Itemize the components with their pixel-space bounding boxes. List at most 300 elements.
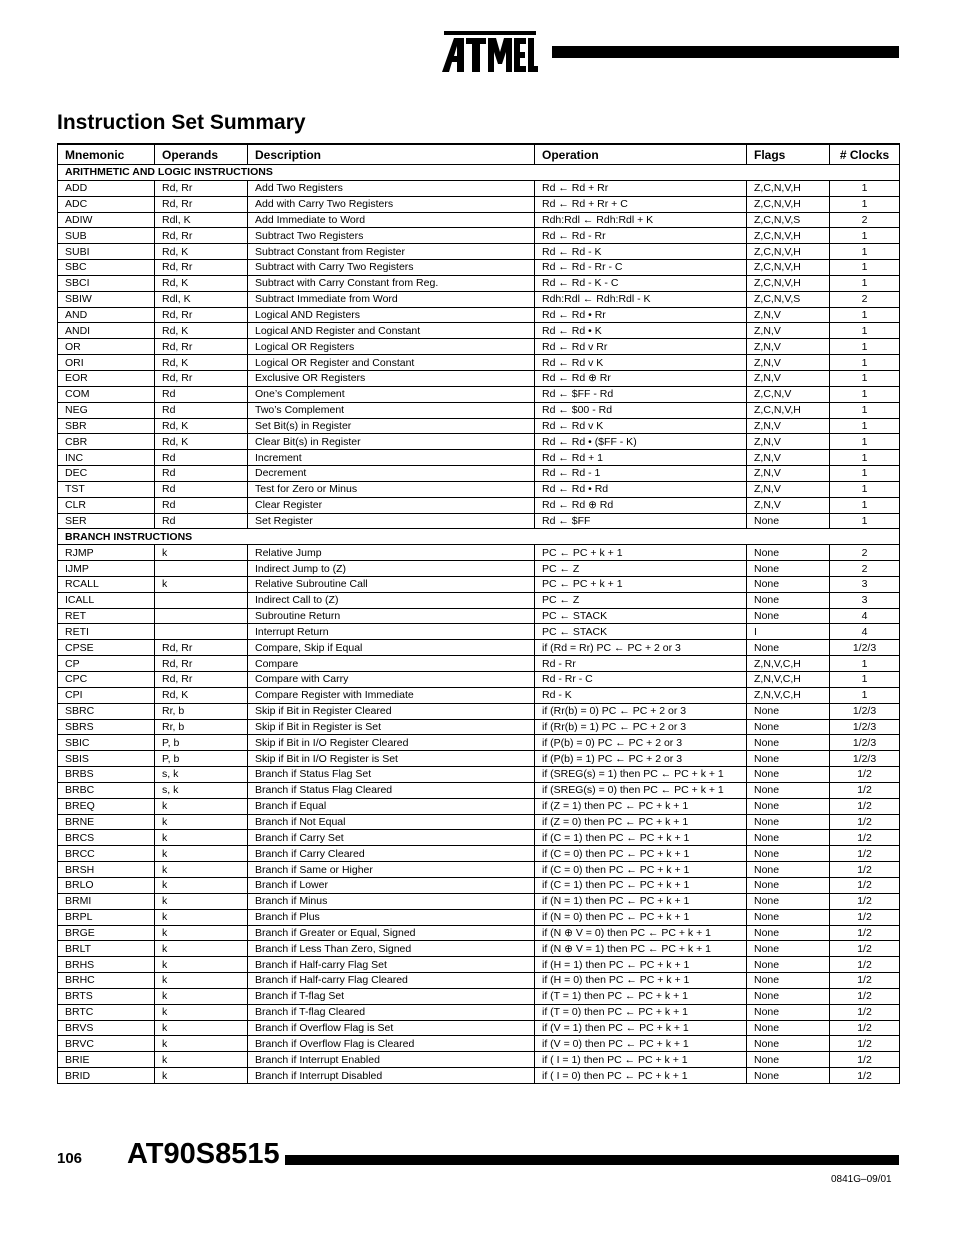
operation-cell: if (Z = 0) then PC ← PC + k + 1 [535,814,747,830]
table-row [58,846,900,862]
operands-cell: Rd, Rr [155,339,248,355]
flags-cell: None [747,909,830,925]
mnemonic-cell: BREQ [58,798,155,814]
clocks-cell: 1 [830,402,900,418]
flags-cell: Z,N,V [747,450,830,466]
clocks-cell: 1/2/3 [830,735,900,751]
operation-cell: PC ← PC + k + 1 [535,576,747,592]
description-cell: Subtract with Carry Constant from Reg. [248,275,535,291]
mnemonic-cell: ADD [58,180,155,196]
clocks-cell: 1 [830,466,900,482]
flags-cell: None [747,767,830,783]
flags-cell: None [747,751,830,767]
description-cell: Subtract with Carry Two Registers [248,260,535,276]
mnemonic-cell: CBR [58,434,155,450]
flags-cell: Z,N,V [747,355,830,371]
mnemonic-cell: BRCS [58,830,155,846]
document-code: 0841G–09/01 [831,1174,892,1185]
description-cell: Branch if Not Equal [248,814,535,830]
description-cell: One’s Complement [248,386,535,402]
col-clocks: # Clocks [830,144,900,165]
description-cell: Branch if Status Flag Cleared [248,782,535,798]
operation-cell: if (H = 0) then PC ← PC + k + 1 [535,973,747,989]
clocks-cell: 1/2/3 [830,703,900,719]
mnemonic-cell: BRVC [58,1036,155,1052]
table-row [58,941,900,957]
description-cell: Logical OR Register and Constant [248,355,535,371]
mnemonic-cell: ANDI [58,323,155,339]
table-row [58,656,900,672]
description-cell: Branch if Carry Cleared [248,846,535,862]
description-cell: Two’s Complement [248,402,535,418]
table-row [58,307,900,323]
description-cell: Indirect Call to (Z) [248,592,535,608]
mnemonic-cell: BRID [58,1068,155,1084]
table-row [58,402,900,418]
table-row [58,275,900,291]
description-cell: Indirect Jump to (Z) [248,561,535,577]
flags-cell: Z,N,V [747,370,830,386]
col-mnemonic: Mnemonic [58,144,155,165]
operands-cell: Rd, Rr [155,260,248,276]
operands-cell: k [155,862,248,878]
clocks-cell: 1 [830,513,900,529]
table-row [58,893,900,909]
operands-cell: Rd, K [155,275,248,291]
clocks-cell: 2 [830,291,900,307]
description-cell: Branch if Less Than Zero, Signed [248,941,535,957]
operation-cell: Rd ← Rd v Rr [535,339,747,355]
operation-cell: Rd ← Rd ⊕ Rr [535,370,747,386]
description-cell: Set Bit(s) in Register [248,418,535,434]
description-cell: Logical AND Register and Constant [248,323,535,339]
section-header-row [58,529,900,545]
flags-cell: Z,N,V [747,466,830,482]
operation-cell: Rd ← $FF - Rd [535,386,747,402]
table-row [58,434,900,450]
operands-cell: Rd, K [155,418,248,434]
operands-cell: Rd [155,466,248,482]
description-cell: Branch if Half-carry Flag Cleared [248,973,535,989]
clocks-cell: 1/2 [830,1036,900,1052]
operation-cell: PC ← STACK [535,608,747,624]
operands-cell: k [155,814,248,830]
operation-cell: Rd ← Rd - Rr - C [535,260,747,276]
operands-cell: k [155,798,248,814]
clocks-cell: 2 [830,212,900,228]
col-operation: Operation [535,144,747,165]
operation-cell: Rd ← Rd • K [535,323,747,339]
operands-cell: k [155,957,248,973]
description-cell: Skip if Bit in Register is Set [248,719,535,735]
table-row [58,323,900,339]
description-cell: Branch if Interrupt Enabled [248,1052,535,1068]
table-row [58,640,900,656]
flags-cell: Z,N,V [747,339,830,355]
table-row [58,497,900,513]
operands-cell: k [155,545,248,561]
flags-cell: None [747,957,830,973]
operation-cell: if ( I = 0) then PC ← PC + k + 1 [535,1068,747,1084]
flags-cell: None [747,814,830,830]
operands-cell: Rd, Rr [155,307,248,323]
clocks-cell: 1 [830,339,900,355]
mnemonic-cell: RJMP [58,545,155,561]
col-flags: Flags [747,144,830,165]
clocks-cell: 2 [830,545,900,561]
flags-cell: None [747,545,830,561]
clocks-cell: 1 [830,370,900,386]
operation-cell: if (P(b) = 1) PC ← PC + 2 or 3 [535,751,747,767]
description-cell: Branch if T-flag Set [248,988,535,1004]
flags-cell: None [747,846,830,862]
flags-cell: None [747,1052,830,1068]
table-row [58,1020,900,1036]
operands-cell: Rd, Rr [155,656,248,672]
mnemonic-cell: CPI [58,687,155,703]
operation-cell: if (V = 1) then PC ← PC + k + 1 [535,1020,747,1036]
clocks-cell: 1/2/3 [830,751,900,767]
page-number: 106 [57,1150,83,1167]
table-row [58,687,900,703]
mnemonic-cell: DEC [58,466,155,482]
operation-cell: if (SREG(s) = 0) then PC ← PC + k + 1 [535,782,747,798]
clocks-cell: 1 [830,386,900,402]
table-row [58,545,900,561]
table-row [58,1068,900,1084]
clocks-cell: 1 [830,323,900,339]
clocks-cell: 1/2 [830,988,900,1004]
flags-cell: Z,C,N,V,S [747,291,830,307]
clocks-cell: 1/2/3 [830,640,900,656]
operands-cell: Rd, Rr [155,640,248,656]
instruction-table [57,143,900,1084]
description-cell: Compare [248,656,535,672]
col-description: Description [248,144,535,165]
flags-cell: None [747,703,830,719]
mnemonic-cell: OR [58,339,155,355]
clocks-cell: 1 [830,418,900,434]
description-cell: Branch if Interrupt Disabled [248,1068,535,1084]
operands-cell: k [155,1068,248,1084]
operands-cell: Rd [155,513,248,529]
table-row [58,988,900,1004]
clocks-cell: 4 [830,608,900,624]
mnemonic-cell: BRTS [58,988,155,1004]
flags-cell: None [747,640,830,656]
description-cell: Branch if Greater or Equal, Signed [248,925,535,941]
flags-cell: Z,C,N,V [747,386,830,402]
operands-cell [155,624,248,640]
operands-cell: Rd, Rr [155,180,248,196]
flags-cell: None [747,1068,830,1084]
flags-cell: None [747,1036,830,1052]
table-row [58,735,900,751]
flags-cell: Z,C,N,V,H [747,228,830,244]
operands-cell: k [155,1036,248,1052]
table-row [58,196,900,212]
operands-cell: k [155,893,248,909]
operation-cell: Rdh:Rdl ← Rdh:Rdl - K [535,291,747,307]
operands-cell: Rdl, K [155,212,248,228]
operands-cell [155,561,248,577]
clocks-cell: 1/2 [830,1052,900,1068]
description-cell: Subtract Immediate from Word [248,291,535,307]
flags-cell: Z,N,V [747,481,830,497]
flags-cell: None [747,988,830,1004]
clocks-cell: 1 [830,481,900,497]
clocks-cell: 1 [830,434,900,450]
operation-cell: PC ← STACK [535,624,747,640]
operands-cell: Rd [155,386,248,402]
mnemonic-cell: CLR [58,497,155,513]
operation-cell: Rdh:Rdl ← Rdh:Rdl + K [535,212,747,228]
flags-cell: Z,N,V,C,H [747,672,830,688]
operands-cell: Rr, b [155,719,248,735]
table-row [58,877,900,893]
table-row [58,925,900,941]
description-cell: Add Immediate to Word [248,212,535,228]
clocks-cell: 2 [830,561,900,577]
table-row [58,1052,900,1068]
clocks-cell: 1/2 [830,925,900,941]
table-body [58,165,900,1084]
mnemonic-cell: RCALL [58,576,155,592]
mnemonic-cell: CPC [58,672,155,688]
operation-cell: if (C = 1) then PC ← PC + k + 1 [535,830,747,846]
flags-cell: None [747,735,830,751]
mnemonic-cell: BRMI [58,893,155,909]
flags-cell: Z,N,V,C,H [747,687,830,703]
table-row [58,973,900,989]
clocks-cell: 1 [830,355,900,371]
description-cell: Compare Register with Immediate [248,687,535,703]
mnemonic-cell: BRVS [58,1020,155,1036]
mnemonic-cell: COM [58,386,155,402]
flags-cell: Z,C,N,V,S [747,212,830,228]
clocks-cell: 3 [830,592,900,608]
clocks-cell: 1 [830,244,900,260]
mnemonic-cell: BRHS [58,957,155,973]
description-cell: Exclusive OR Registers [248,370,535,386]
operands-cell: Rr, b [155,703,248,719]
table-row [58,1036,900,1052]
description-cell: Clear Register [248,497,535,513]
mnemonic-cell: SBCI [58,275,155,291]
table-row [58,260,900,276]
mnemonic-cell: NEG [58,402,155,418]
section-title: ARITHMETIC AND LOGIC INSTRUCTIONS [58,165,900,181]
flags-cell: I [747,624,830,640]
mnemonic-cell: BRLO [58,877,155,893]
operation-cell: Rd ← Rd ⊕ Rd [535,497,747,513]
description-cell: Increment [248,450,535,466]
flags-cell: None [747,1020,830,1036]
flags-cell: Z,N,V [747,307,830,323]
operation-cell: if (N = 0) then PC ← PC + k + 1 [535,909,747,925]
description-cell: Relative Subroutine Call [248,576,535,592]
mnemonic-cell: ADC [58,196,155,212]
mnemonic-cell: BRBC [58,782,155,798]
operation-cell: Rd ← Rd + Rr [535,180,747,196]
clocks-cell: 1 [830,180,900,196]
table-row [58,513,900,529]
operation-cell: Rd ← Rd - K [535,244,747,260]
operands-cell: Rd, K [155,244,248,260]
description-cell: Branch if Same or Higher [248,862,535,878]
clocks-cell: 1 [830,307,900,323]
operands-cell: Rd, Rr [155,196,248,212]
operands-cell [155,592,248,608]
operation-cell: if (T = 1) then PC ← PC + k + 1 [535,988,747,1004]
table-row [58,291,900,307]
mnemonic-cell: EOR [58,370,155,386]
table-row [58,751,900,767]
mnemonic-cell: ORI [58,355,155,371]
description-cell: Branch if Status Flag Set [248,767,535,783]
mnemonic-cell: SBRC [58,703,155,719]
footer-rule [285,1155,899,1165]
flags-cell: Z,C,N,V,H [747,275,830,291]
operation-cell: if (C = 0) then PC ← PC + k + 1 [535,846,747,862]
operands-cell: Rd [155,481,248,497]
description-cell: Test for Zero or Minus [248,481,535,497]
flags-cell: Z,N,V [747,497,830,513]
operation-cell: Rd ← Rd - Rr [535,228,747,244]
flags-cell: Z,N,V [747,434,830,450]
operation-cell: Rd ← Rd + Rr + C [535,196,747,212]
mnemonic-cell: INC [58,450,155,466]
operation-cell: if (C = 1) then PC ← PC + k + 1 [535,877,747,893]
operands-cell: Rd, Rr [155,370,248,386]
mnemonic-cell: RETI [58,624,155,640]
flags-cell: None [747,1004,830,1020]
flags-cell: Z,C,N,V,H [747,196,830,212]
clocks-cell: 1 [830,672,900,688]
description-cell: Branch if Half-carry Flag Set [248,957,535,973]
description-cell: Relative Jump [248,545,535,561]
operands-cell: s, k [155,767,248,783]
clocks-cell: 1/2 [830,862,900,878]
clocks-cell: 1/2 [830,973,900,989]
table-row [58,767,900,783]
flags-cell: None [747,925,830,941]
clocks-cell: 1 [830,196,900,212]
operands-cell: Rd [155,402,248,418]
description-cell: Skip if Bit in I/O Register Cleared [248,735,535,751]
mnemonic-cell: BRGE [58,925,155,941]
clocks-cell: 1 [830,656,900,672]
mnemonic-cell: SER [58,513,155,529]
flags-cell: Z,N,V,C,H [747,656,830,672]
flags-cell: None [747,576,830,592]
table-row [58,957,900,973]
clocks-cell: 1/2 [830,1004,900,1020]
mnemonic-cell: SBR [58,418,155,434]
clocks-cell: 1/2 [830,846,900,862]
mnemonic-cell: TST [58,481,155,497]
operation-cell: if (T = 0) then PC ← PC + k + 1 [535,1004,747,1020]
operands-cell: Rd [155,497,248,513]
operands-cell: k [155,1004,248,1020]
clocks-cell: 1/2 [830,798,900,814]
table-row [58,228,900,244]
table-header-row [58,144,900,165]
operands-cell: k [155,909,248,925]
description-cell: Clear Bit(s) in Register [248,434,535,450]
operation-cell: Rd ← Rd - K - C [535,275,747,291]
mnemonic-cell: BRNE [58,814,155,830]
atmel-logo [440,30,538,75]
clocks-cell: 1/2 [830,957,900,973]
description-cell: Branch if Lower [248,877,535,893]
flags-cell: None [747,941,830,957]
operands-cell: k [155,576,248,592]
description-cell: Compare with Carry [248,672,535,688]
flags-cell: None [747,830,830,846]
table-row [58,608,900,624]
operation-cell: if (N ⊕ V = 0) then PC ← PC + k + 1 [535,925,747,941]
operation-cell: if (Rr(b) = 1) PC ← PC + 2 or 3 [535,719,747,735]
table-row [58,450,900,466]
mnemonic-cell: RET [58,608,155,624]
operands-cell: k [155,973,248,989]
operands-cell: Rd, K [155,323,248,339]
operation-cell: Rd - K [535,687,747,703]
operation-cell: PC ← Z [535,561,747,577]
operation-cell: if (V = 0) then PC ← PC + k + 1 [535,1036,747,1052]
operation-cell: Rd ← Rd • Rr [535,307,747,323]
product-name: AT90S8515 [127,1138,280,1170]
operation-cell: if ( I = 1) then PC ← PC + k + 1 [535,1052,747,1068]
operation-cell: Rd ← $FF [535,513,747,529]
operands-cell: s, k [155,782,248,798]
flags-cell: None [747,719,830,735]
flags-cell: Z,N,V [747,418,830,434]
mnemonic-cell: SUBI [58,244,155,260]
table-row [58,244,900,260]
flags-cell: Z,C,N,V,H [747,260,830,276]
flags-cell: None [747,877,830,893]
operation-cell: if (N = 1) then PC ← PC + k + 1 [535,893,747,909]
description-cell: Branch if Minus [248,893,535,909]
header-rule [552,46,899,58]
operation-cell: Rd ← Rd • Rd [535,481,747,497]
operands-cell: k [155,988,248,1004]
mnemonic-cell: SBIS [58,751,155,767]
operands-cell: k [155,1020,248,1036]
section-title: BRANCH INSTRUCTIONS [58,529,900,545]
operands-cell: Rd, Rr [155,672,248,688]
mnemonic-cell: SUB [58,228,155,244]
table-row [58,561,900,577]
table-row [58,703,900,719]
table-row [58,370,900,386]
flags-cell: None [747,592,830,608]
table-row [58,212,900,228]
operation-cell: Rd ← Rd v K [535,418,747,434]
operands-cell: k [155,846,248,862]
operation-cell: PC ← Z [535,592,747,608]
description-cell: Subroutine Return [248,608,535,624]
clocks-cell: 1/2 [830,893,900,909]
description-cell: Compare, Skip if Equal [248,640,535,656]
operation-cell: if (SREG(s) = 1) then PC ← PC + k + 1 [535,767,747,783]
table-row [58,862,900,878]
table-row [58,624,900,640]
section-header-row [58,165,900,181]
description-cell: Branch if Plus [248,909,535,925]
